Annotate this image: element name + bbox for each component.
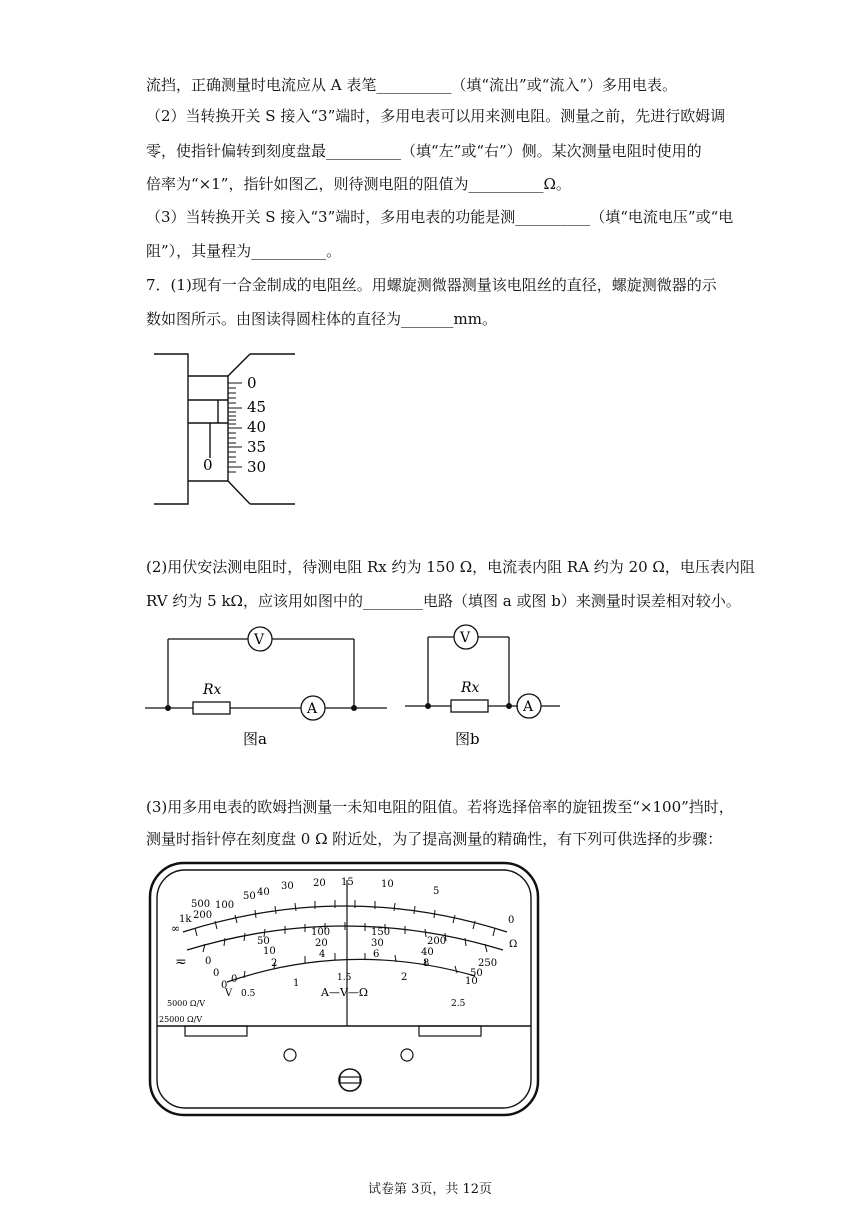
text-line-5: （3）当转换开关 S 接入“3”端时，多用电表的功能是测__________（填“电流电压”或“电 bbox=[146, 208, 734, 226]
ohm-unit: Ω bbox=[509, 939, 518, 950]
dc-label-50: 50 bbox=[257, 936, 270, 947]
circuit-b-resistor-label: Rx bbox=[461, 680, 480, 696]
text-line-10: RV 约为 5 kΩ，应该用如图中的________电路（填图 a 或图 b）来测量时误差相对较小。 bbox=[146, 592, 741, 610]
ac-label-2: 2 bbox=[401, 972, 408, 983]
circuit-b-ammeter-label: A bbox=[523, 699, 534, 715]
text-line-7: 7．(1)现有一合金制成的电阻丝。用螺旋测微器测量该电阻丝的直径，螺旋测微器的示 bbox=[146, 276, 717, 294]
ac-label-05: 0.5 bbox=[241, 989, 256, 999]
mid-label-50: 50 bbox=[470, 968, 483, 979]
text-line-6: 阻”），其量程为__________。 bbox=[146, 242, 342, 260]
mid-label-10: 10 bbox=[263, 946, 276, 957]
ohm-label-20: 20 bbox=[313, 878, 326, 889]
dc-symbol: ≂ bbox=[175, 954, 187, 970]
low-label-4: 4 bbox=[319, 949, 326, 960]
ohm-label-10: 10 bbox=[381, 879, 394, 890]
thimble-label-30: 30 bbox=[247, 458, 267, 476]
page-footer: 试卷第 3页，共 12页 bbox=[367, 1182, 493, 1197]
multimeter-dial-figure bbox=[145, 858, 545, 1120]
text-line-11: (3)用多用电表的欧姆挡测量一未知电阻的阻值。若将选择倍率的旋钮拨至“×100”挡时， bbox=[146, 798, 734, 816]
dc-label-150: 150 bbox=[371, 927, 391, 938]
dc-label-250: 250 bbox=[478, 958, 498, 969]
ac-label-1: 1 bbox=[293, 978, 300, 989]
text-line-4: 倍率为“×1”，指针如图乙，则待测电阻的阻值为__________Ω。 bbox=[146, 175, 571, 193]
text-line-2: （2）当转换开关 S 接入“3”端时，多用电表可以用来测电阻。测量之前，先进行欧姆调 bbox=[146, 107, 726, 125]
circuit-a-figure bbox=[145, 622, 390, 752]
circuit-b-caption: 图b bbox=[455, 730, 480, 748]
circuit-b-figure bbox=[405, 622, 565, 752]
ohm-label-200: 200 bbox=[193, 910, 213, 921]
low-label-10: 10 bbox=[465, 976, 478, 987]
thimble-label-45: 45 bbox=[247, 398, 267, 416]
ohm-label-15: 15 bbox=[341, 877, 354, 888]
ohm-label-30: 30 bbox=[281, 881, 294, 892]
mid-label-20: 20 bbox=[315, 938, 328, 949]
dc-label-0: 0 bbox=[205, 956, 212, 967]
low-label-6: 6 bbox=[373, 949, 380, 960]
ohm-label-inf: ∞ bbox=[171, 922, 181, 935]
mid-label-40: 40 bbox=[421, 947, 434, 958]
text-line-8: 数如图所示。由图读得圆柱体的直径为_______mm。 bbox=[146, 310, 497, 328]
circuit-a-voltmeter-label: V bbox=[254, 632, 265, 648]
low-label-0: 0 bbox=[221, 980, 228, 991]
ac-label-0: 0 bbox=[231, 974, 238, 985]
low-label-2: 2 bbox=[271, 958, 278, 969]
ohm-label-50: 50 bbox=[243, 891, 256, 902]
circuit-a-caption: 图a bbox=[243, 730, 267, 748]
text-line-9: (2)用伏安法测电阻时，待测电阻 Rx 约为 150 Ω，电流表内阻 RA 约为 20 Ω，电压表内阻 bbox=[146, 558, 755, 576]
thimble-label-40: 40 bbox=[247, 418, 267, 436]
dc-label-100: 100 bbox=[311, 927, 331, 938]
ac-symbol: V bbox=[225, 988, 233, 999]
micrometer-figure bbox=[150, 348, 300, 510]
dc-label-200: 200 bbox=[427, 936, 447, 947]
thimble-label-0: 0 bbox=[247, 374, 257, 392]
ohm-label-100: 100 bbox=[215, 900, 235, 911]
sensitivity-label-1: 5000 Ω/V bbox=[167, 999, 206, 1008]
mid-label-0: 0 bbox=[213, 968, 220, 979]
circuit-a-ammeter-label: A bbox=[307, 701, 318, 717]
mid-label-30: 30 bbox=[371, 938, 384, 949]
ac-label-15: 1.5 bbox=[337, 973, 352, 983]
ohm-label-5: 5 bbox=[433, 886, 440, 897]
ac-label-25: 2.5 bbox=[451, 999, 466, 1009]
sleeve-label: 0 bbox=[203, 456, 213, 474]
text-line-12: 测量时指针停在刻度盘 0 Ω 附近处，为了提高测量的精确性，有下列可供选择的步骤： bbox=[146, 830, 723, 848]
ohm-label-500: 500 bbox=[191, 899, 211, 910]
circuit-a-resistor-label: Rx bbox=[203, 682, 222, 698]
ohm-label-0: 0 bbox=[508, 915, 515, 926]
text-line-1: 流挡，正确测量时电流应从 A 表笔__________（填“流出”或“流入”）多用电表。 bbox=[146, 76, 678, 94]
text-line-3: 零，使指针偏转到刻度盘最__________（填“左”或“右”）侧。某次测量电阻时使用的 bbox=[146, 142, 702, 160]
thimble-label-35: 35 bbox=[247, 438, 267, 456]
circuit-b-voltmeter-label: V bbox=[460, 630, 471, 646]
meter-center-label: A—V—Ω bbox=[321, 986, 369, 999]
ohm-label-1k: 1k bbox=[179, 914, 192, 925]
sensitivity-label-2: 25000 Ω/V bbox=[159, 1015, 203, 1024]
low-label-8: 8 bbox=[423, 958, 430, 969]
ohm-label-40: 40 bbox=[257, 887, 270, 898]
